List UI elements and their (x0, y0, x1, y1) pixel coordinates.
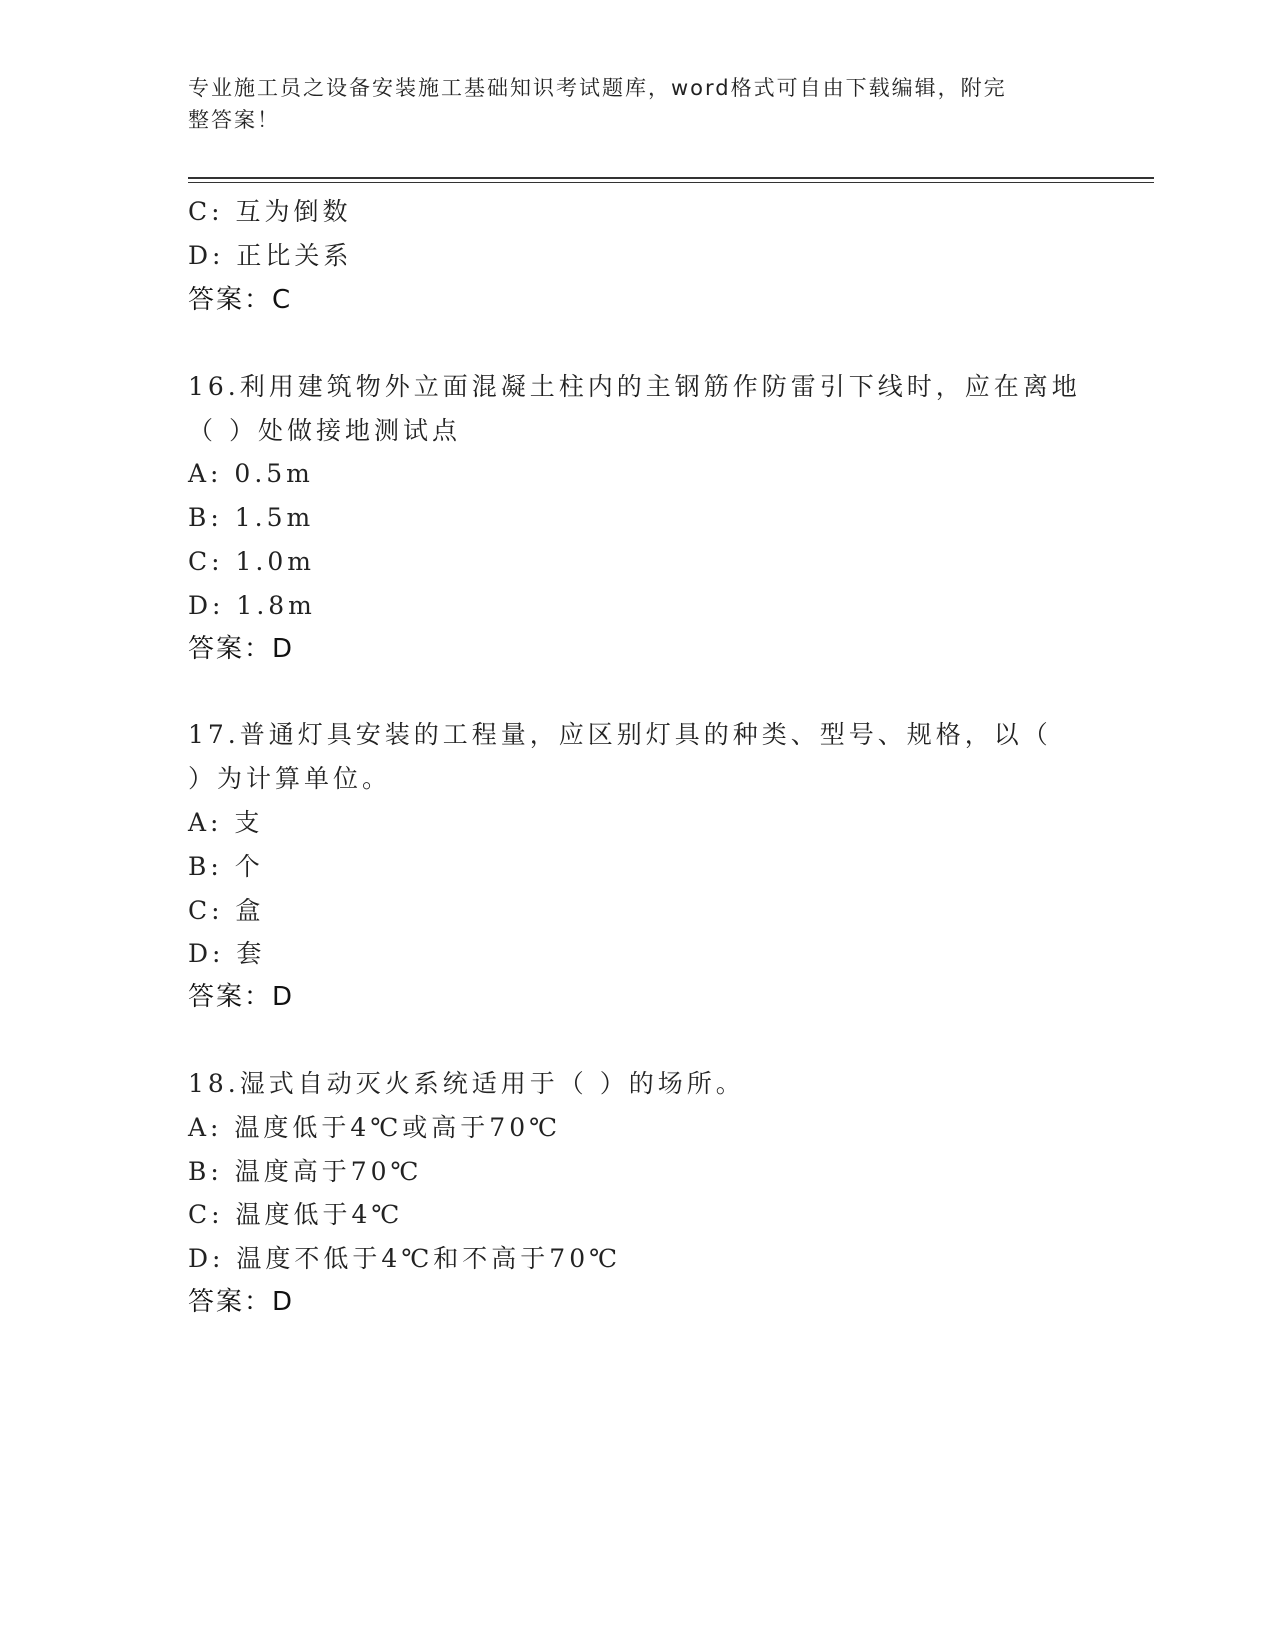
q18-answer: 答案：D (188, 1287, 295, 1317)
q18-option-d: D: 温度不低于4℃和不高于70℃ (188, 1244, 622, 1273)
q15-answer: 答案：C (188, 285, 293, 315)
page-header (188, 72, 1068, 136)
q18-option-b: B: 温度高于70℃ (188, 1157, 423, 1186)
q15-option-d: D: 正比关系 (188, 241, 353, 270)
q16-stem-line-2: （ ）处做接地测试点 (188, 416, 461, 445)
header-title-line-2: 整答案！ (188, 108, 280, 132)
q17-stem-line-1: 17.普通灯具安装的工程量，应区别灯具的种类、型号、规格，以（ (188, 720, 1052, 749)
q16-option-c: C: 1.0m (188, 547, 315, 576)
q17-stem-line-2: ）为计算单位。 (188, 764, 392, 793)
q16-option-a: A: 0.5m (188, 459, 314, 488)
q16-stem-line-1: 16.利用建筑物外立面混凝土柱内的主钢筋作防雷引下线时，应在离地 (188, 372, 1081, 401)
q16-option-b: B: 1.5m (188, 503, 315, 532)
q16-answer: 答案：D (188, 634, 295, 664)
header-title-line-1: 专业施工员之设备安装施工基础知识考试题库，word格式可自由下载编辑，附完 (188, 76, 1007, 100)
header-divider-thin (188, 182, 1154, 183)
q16-option-d: D: 1.8m (188, 591, 316, 620)
q18-stem-line-1: 18.湿式自动灭火系统适用于（ ）的场所。 (188, 1069, 745, 1098)
q18-option-c: C: 温度低于4℃ (188, 1200, 404, 1229)
q15-option-c: C: 互为倒数 (188, 197, 352, 226)
q17-answer: 答案：D (188, 982, 295, 1012)
q17-option-c: C: 盒 (188, 896, 265, 925)
q17-option-d: D: 套 (188, 939, 266, 968)
header-divider-thick (188, 177, 1154, 179)
q18-option-a: A: 温度低于4℃或高于70℃ (188, 1113, 562, 1142)
q17-option-b: B: 个 (188, 852, 264, 881)
q17-option-a: A: 支 (188, 808, 264, 837)
